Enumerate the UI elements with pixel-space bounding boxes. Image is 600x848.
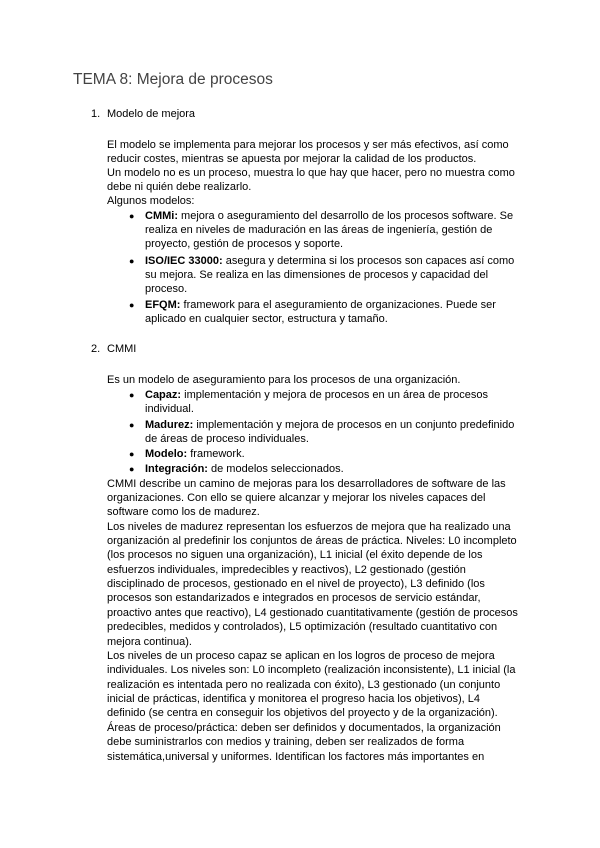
paragraph-line: Algunos modelos: <box>107 195 195 207</box>
list-item-line: proyecto, gestión de procesos y soporte. <box>145 238 344 250</box>
bullet-dot: ● <box>129 300 135 310</box>
paragraph-line: debe suministrarlos con medios y training, deben ser realizados de forma <box>107 736 465 748</box>
section-1-title: Modelo de mejora <box>107 108 196 120</box>
paragraph-line: Los niveles de madurez representan los esfuerzos de mejora que ha realizado una <box>107 521 511 533</box>
bullet-dot: ● <box>129 464 135 474</box>
paragraph-line: definido (se centra en conseguir los objetivos del proyecto y de la organización). <box>107 707 498 719</box>
paragraph-line: (los procesos no siguen una organización), L1 inicial (el éxito depende de los <box>107 549 483 561</box>
paragraph-line: procesos son estandarizados e integrados en procesos de servicio estándar, <box>107 592 481 604</box>
paragraph-line: individuales. Los niveles son: L0 incompleto (realización inconsistente), L1 inicial (la <box>107 664 516 676</box>
list-item-line: proceso. <box>145 283 188 295</box>
bullet-dot: ● <box>129 211 135 221</box>
paragraph-line: CMMI describe un camino de mejoras para los desarrolladores de software de las <box>107 478 506 490</box>
term: ISO/IEC 33000: <box>145 255 223 267</box>
bullet-dot: ● <box>129 256 135 266</box>
page-title: TEMA 8: Mejora de procesos <box>73 71 273 88</box>
list-item: CMMi: mejora o aseguramiento del desarrollo de los procesos software. Se <box>145 210 514 222</box>
list-item: Madurez: implementación y mejora de procesos en un conjunto predefinido <box>145 419 515 431</box>
term: Integración: <box>145 463 208 475</box>
term: Madurez: <box>145 419 194 431</box>
term: Capaz: <box>145 389 182 401</box>
section-2-number: 2. <box>91 343 101 355</box>
term: CMMi: <box>145 210 178 222</box>
term: EFQM: <box>145 299 181 311</box>
list-item: Integración: de modelos seleccionados. <box>145 463 344 475</box>
paragraph-line: reducir costes, mientras se apuesta por mejorar la calidad de los productos. <box>107 153 477 165</box>
paragraph-line: organización al predefinir los conjuntos de áreas de práctica. Niveles: L0 incompleto <box>107 535 517 547</box>
list-item-line: realiza en niveles de maduración en las áreas de ingeniería, gestión de <box>145 224 493 236</box>
bullet-dot: ● <box>129 420 135 430</box>
paragraph-line: Los niveles de un proceso capaz se aplican en los logros de proceso de mejora <box>107 650 495 662</box>
paragraph-line: disciplinado de procesos, gestionado en el nivel de proyecto), L3 definido (los <box>107 578 485 590</box>
bullet-dot: ● <box>129 390 135 400</box>
list-item-line: aplicado en cualquier sector, estructura y tamaño. <box>145 313 388 325</box>
paragraph-line: proactivo antes que reactivo), L4 gestionado cuantitativamente (gestión de procesos <box>107 607 518 619</box>
paragraph-line: El modelo se implementa para mejorar los procesos y ser más efectivos, así como <box>107 139 509 151</box>
list-item-line: individual. <box>145 403 194 415</box>
section-2-title: CMMI <box>107 343 137 355</box>
paragraph-line: realización es intentada pero no realizada con éxito), L3 gestionado (un conjunto <box>107 679 501 691</box>
list-item: Capaz: implementación y mejora de procesos en un área de procesos <box>145 389 489 401</box>
paragraph-line: Es un modelo de aseguramiento para los procesos de una organización. <box>107 374 461 386</box>
paragraph-line: predecibles, medidos y controlados), L5 optimización (resultado cuantitativo con <box>107 621 498 633</box>
bullet-dot: ● <box>129 449 135 459</box>
paragraph-line: debe ni quién debe realizarlo. <box>107 181 252 193</box>
paragraph-line: organizaciones. Con ello se quiere alcanzar y mejorar los niveles capaces del <box>107 492 486 504</box>
list-item: ISO/IEC 33000: asegura y determina si los procesos son capaces así como <box>145 255 515 267</box>
list-item: Modelo: framework. <box>145 448 245 460</box>
list-item-line: de áreas de proceso individuales. <box>145 433 309 445</box>
list-item: EFQM: framework para el aseguramiento de organizaciones. Puede ser <box>145 299 496 311</box>
paragraph-line: software como los de madurez. <box>107 506 260 518</box>
paragraph-line: sistemática,universal y uniformes. Identifican los factores más importantes en <box>107 751 485 763</box>
paragraph-line: esfuerzos individuales, impredecibles y reactivos), L2 gestionado (gestión <box>107 564 466 576</box>
section-1-number: 1. <box>91 108 101 120</box>
paragraph-line: Áreas de proceso/práctica: deben ser definidos y documentados, la organización <box>107 722 501 734</box>
paragraph-line: mejora continua). <box>107 636 192 648</box>
list-item-line: su mejora. Se realiza en las dimensiones de procesos y capacidad del <box>145 269 489 281</box>
paragraph-line: Un modelo no es un proceso, muestra lo que hay que hacer, pero no muestra como <box>107 167 515 179</box>
term: Modelo: <box>145 448 188 460</box>
paragraph-line: inicial de prácticas, identifica y monitorea el progreso hacia los objetivos), L4 <box>107 693 480 705</box>
